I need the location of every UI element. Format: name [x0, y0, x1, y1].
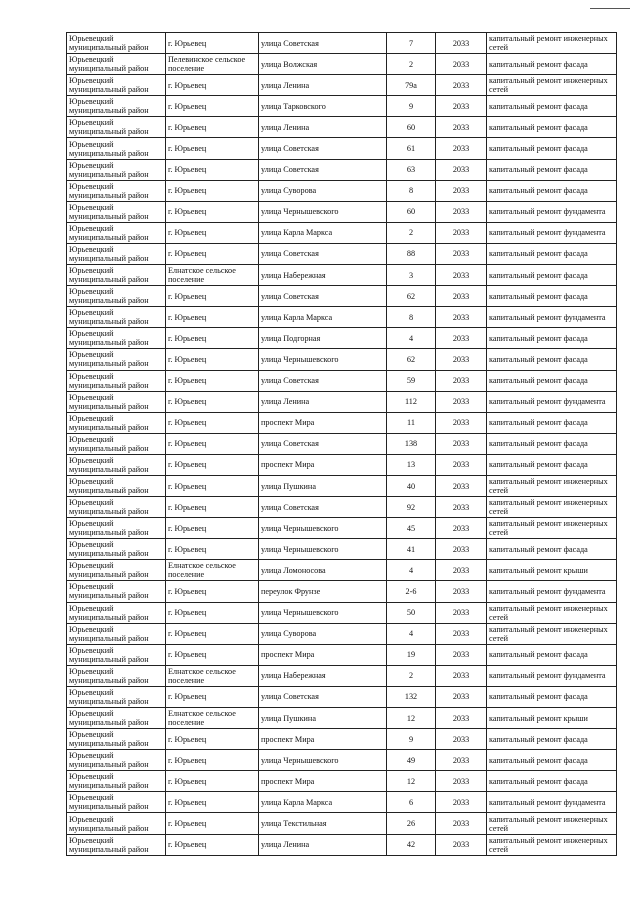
work-type-cell: капитальный ремонт фасада: [487, 117, 617, 138]
work-type-cell: капитальный ремонт фасада: [487, 265, 617, 286]
table-row: [67, 539, 617, 560]
table-row: [67, 370, 617, 391]
district-cell: Юрьевецкий муниципальный район: [67, 54, 166, 75]
work-type-cell: капитальный ремонт фундамента: [487, 307, 617, 328]
settlement-cell: г. Юрьевец: [166, 138, 259, 159]
table-row: [67, 602, 617, 623]
street-cell: улица Чернышевского: [259, 602, 387, 623]
settlement-cell: г. Юрьевец: [166, 349, 259, 370]
work-type-cell: капитальный ремонт фасада: [487, 454, 617, 475]
work-type-cell: капитальный ремонт инженерных сетей: [487, 33, 617, 54]
street-cell: улица Набережная: [259, 665, 387, 686]
table-row: [67, 201, 617, 222]
settlement-cell: г. Юрьевец: [166, 792, 259, 813]
work-type-cell: капитальный ремонт фасада: [487, 138, 617, 159]
settlement-cell: г. Юрьевец: [166, 644, 259, 665]
year-cell: 2033: [436, 307, 487, 328]
house-number-cell: 9: [387, 96, 436, 117]
house-number-cell: 12: [387, 771, 436, 792]
district-cell: Юрьевецкий муниципальный район: [67, 454, 166, 475]
work-type-cell: капитальный ремонт крыши: [487, 708, 617, 729]
table-row: [67, 96, 617, 117]
work-type-cell: капитальный ремонт инженерных сетей: [487, 623, 617, 644]
work-type-cell: капитальный ремонт фасада: [487, 412, 617, 433]
year-cell: 2033: [436, 771, 487, 792]
settlement-cell: г. Юрьевец: [166, 475, 259, 496]
street-cell: улица Текстильная: [259, 813, 387, 834]
settlement-cell: г. Юрьевец: [166, 771, 259, 792]
year-cell: 2033: [436, 33, 487, 54]
work-type-cell: капитальный ремонт фасада: [487, 328, 617, 349]
year-cell: 2033: [436, 644, 487, 665]
work-type-cell: капитальный ремонт фасада: [487, 729, 617, 750]
year-cell: 2033: [436, 539, 487, 560]
work-type-cell: капитальный ремонт фундамента: [487, 581, 617, 602]
year-cell: 2033: [436, 686, 487, 707]
year-cell: 2033: [436, 75, 487, 96]
district-cell: Юрьевецкий муниципальный район: [67, 307, 166, 328]
house-number-cell: 2: [387, 222, 436, 243]
table-row: [67, 328, 617, 349]
house-number-cell: 3: [387, 265, 436, 286]
district-cell: Юрьевецкий муниципальный район: [67, 370, 166, 391]
table-row: [67, 286, 617, 307]
street-cell: улица Карла Маркса: [259, 792, 387, 813]
settlement-cell: г. Юрьевец: [166, 117, 259, 138]
year-cell: 2033: [436, 328, 487, 349]
repair-schedule-table: [66, 32, 617, 856]
table-row: [67, 518, 617, 539]
street-cell: улица Советская: [259, 286, 387, 307]
district-cell: Юрьевецкий муниципальный район: [67, 159, 166, 180]
table-row: [67, 750, 617, 771]
street-cell: улица Пушкина: [259, 708, 387, 729]
table-row: [67, 307, 617, 328]
house-number-cell: 4: [387, 560, 436, 581]
work-type-cell: капитальный ремонт фасада: [487, 349, 617, 370]
work-type-cell: капитальный ремонт инженерных сетей: [487, 813, 617, 834]
settlement-cell: г. Юрьевец: [166, 834, 259, 855]
district-cell: Юрьевецкий муниципальный район: [67, 623, 166, 644]
table-row: [67, 771, 617, 792]
table-row: [67, 117, 617, 138]
year-cell: 2033: [436, 243, 487, 264]
settlement-cell: г. Юрьевец: [166, 286, 259, 307]
settlement-cell: г. Юрьевец: [166, 813, 259, 834]
district-cell: Юрьевецкий муниципальный район: [67, 433, 166, 454]
settlement-cell: г. Юрьевец: [166, 328, 259, 349]
settlement-cell: г. Юрьевец: [166, 581, 259, 602]
settlement-cell: Елнатское сельское поселение: [166, 665, 259, 686]
house-number-cell: 2: [387, 54, 436, 75]
street-cell: улица Советская: [259, 433, 387, 454]
house-number-cell: 92: [387, 497, 436, 518]
settlement-cell: г. Юрьевец: [166, 75, 259, 96]
work-type-cell: капитальный ремонт фасада: [487, 686, 617, 707]
year-cell: 2033: [436, 222, 487, 243]
street-cell: улица Карла Маркса: [259, 222, 387, 243]
street-cell: улица Пушкина: [259, 475, 387, 496]
street-cell: улица Подгорная: [259, 328, 387, 349]
year-cell: 2033: [436, 412, 487, 433]
district-cell: Юрьевецкий муниципальный район: [67, 243, 166, 264]
table-row: [67, 560, 617, 581]
year-cell: 2033: [436, 391, 487, 412]
house-number-cell: 2: [387, 665, 436, 686]
house-number-cell: 41: [387, 539, 436, 560]
year-cell: 2033: [436, 96, 487, 117]
street-cell: улица Советская: [259, 243, 387, 264]
district-cell: Юрьевецкий муниципальный район: [67, 708, 166, 729]
district-cell: Юрьевецкий муниципальный район: [67, 138, 166, 159]
street-cell: проспект Мира: [259, 412, 387, 433]
street-cell: улица Ломоносова: [259, 560, 387, 581]
settlement-cell: Елнатское сельское поселение: [166, 708, 259, 729]
settlement-cell: г. Юрьевец: [166, 180, 259, 201]
table-row: [67, 729, 617, 750]
house-number-cell: 79а: [387, 75, 436, 96]
year-cell: 2033: [436, 792, 487, 813]
year-cell: 2033: [436, 286, 487, 307]
district-cell: Юрьевецкий муниципальный район: [67, 581, 166, 602]
page-corner-mark: [590, 8, 630, 9]
house-number-cell: 132: [387, 686, 436, 707]
street-cell: улица Ленина: [259, 834, 387, 855]
district-cell: Юрьевецкий муниципальный район: [67, 813, 166, 834]
year-cell: 2033: [436, 159, 487, 180]
district-cell: Юрьевецкий муниципальный район: [67, 665, 166, 686]
house-number-cell: 40: [387, 475, 436, 496]
district-cell: Юрьевецкий муниципальный район: [67, 412, 166, 433]
year-cell: 2033: [436, 602, 487, 623]
settlement-cell: г. Юрьевец: [166, 96, 259, 117]
table-row: [67, 243, 617, 264]
house-number-cell: 60: [387, 201, 436, 222]
settlement-cell: г. Юрьевец: [166, 750, 259, 771]
work-type-cell: капитальный ремонт фасада: [487, 750, 617, 771]
house-number-cell: 42: [387, 834, 436, 855]
settlement-cell: г. Юрьевец: [166, 222, 259, 243]
district-cell: Юрьевецкий муниципальный район: [67, 729, 166, 750]
street-cell: улица Чернышевского: [259, 201, 387, 222]
table-row: [67, 644, 617, 665]
table-row: [67, 792, 617, 813]
settlement-cell: г. Юрьевец: [166, 243, 259, 264]
settlement-cell: г. Юрьевец: [166, 412, 259, 433]
house-number-cell: 11: [387, 412, 436, 433]
street-cell: проспект Мира: [259, 454, 387, 475]
work-type-cell: капитальный ремонт фасада: [487, 370, 617, 391]
house-number-cell: 6: [387, 792, 436, 813]
work-type-cell: капитальный ремонт фасада: [487, 159, 617, 180]
table-row: [67, 623, 617, 644]
settlement-cell: Елнатское сельское поселение: [166, 265, 259, 286]
street-cell: улица Суворова: [259, 623, 387, 644]
work-type-cell: капитальный ремонт фундамента: [487, 665, 617, 686]
street-cell: улица Чернышевского: [259, 518, 387, 539]
year-cell: 2033: [436, 518, 487, 539]
house-number-cell: 59: [387, 370, 436, 391]
district-cell: Юрьевецкий муниципальный район: [67, 834, 166, 855]
settlement-cell: г. Юрьевец: [166, 391, 259, 412]
work-type-cell: капитальный ремонт фасада: [487, 644, 617, 665]
street-cell: улица Ленина: [259, 117, 387, 138]
house-number-cell: 61: [387, 138, 436, 159]
house-number-cell: 7: [387, 33, 436, 54]
year-cell: 2033: [436, 117, 487, 138]
district-cell: Юрьевецкий муниципальный район: [67, 475, 166, 496]
work-type-cell: капитальный ремонт инженерных сетей: [487, 75, 617, 96]
house-number-cell: 8: [387, 180, 436, 201]
year-cell: 2033: [436, 560, 487, 581]
table-row: [67, 686, 617, 707]
year-cell: 2033: [436, 497, 487, 518]
table-row: [67, 665, 617, 686]
work-type-cell: капитальный ремонт фасада: [487, 54, 617, 75]
table-row: [67, 349, 617, 370]
street-cell: улица Чернышевского: [259, 539, 387, 560]
year-cell: 2033: [436, 834, 487, 855]
district-cell: Юрьевецкий муниципальный район: [67, 180, 166, 201]
settlement-cell: г. Юрьевец: [166, 729, 259, 750]
table-row: [67, 454, 617, 475]
street-cell: улица Советская: [259, 686, 387, 707]
table-row: [67, 75, 617, 96]
settlement-cell: г. Юрьевец: [166, 539, 259, 560]
street-cell: улица Чернышевского: [259, 349, 387, 370]
settlement-cell: Пелевинское сельское поселение: [166, 54, 259, 75]
year-cell: 2033: [436, 708, 487, 729]
street-cell: улица Советская: [259, 159, 387, 180]
work-type-cell: капитальный ремонт крыши: [487, 560, 617, 581]
settlement-cell: г. Юрьевец: [166, 433, 259, 454]
settlement-cell: Елнатское сельское поселение: [166, 560, 259, 581]
district-cell: Юрьевецкий муниципальный район: [67, 328, 166, 349]
street-cell: улица Ленина: [259, 391, 387, 412]
work-type-cell: капитальный ремонт инженерных сетей: [487, 475, 617, 496]
settlement-cell: г. Юрьевец: [166, 33, 259, 54]
work-type-cell: капитальный ремонт фасада: [487, 243, 617, 264]
table-row: [67, 475, 617, 496]
table-row: [67, 708, 617, 729]
house-number-cell: 138: [387, 433, 436, 454]
table-row: [67, 265, 617, 286]
year-cell: 2033: [436, 54, 487, 75]
settlement-cell: г. Юрьевец: [166, 518, 259, 539]
table-row: [67, 33, 617, 54]
house-number-cell: 50: [387, 602, 436, 623]
district-cell: Юрьевецкий муниципальный район: [67, 286, 166, 307]
year-cell: 2033: [436, 750, 487, 771]
settlement-cell: г. Юрьевец: [166, 454, 259, 475]
house-number-cell: 88: [387, 243, 436, 264]
house-number-cell: 62: [387, 286, 436, 307]
street-cell: улица Чернышевского: [259, 750, 387, 771]
house-number-cell: 62: [387, 349, 436, 370]
district-cell: Юрьевецкий муниципальный район: [67, 518, 166, 539]
table-row: [67, 222, 617, 243]
street-cell: улица Карла Маркса: [259, 307, 387, 328]
work-type-cell: капитальный ремонт инженерных сетей: [487, 497, 617, 518]
district-cell: Юрьевецкий муниципальный район: [67, 686, 166, 707]
house-number-cell: 45: [387, 518, 436, 539]
street-cell: улица Волжская: [259, 54, 387, 75]
district-cell: Юрьевецкий муниципальный район: [67, 771, 166, 792]
table-row: [67, 433, 617, 454]
house-number-cell: 26: [387, 813, 436, 834]
house-number-cell: 8: [387, 307, 436, 328]
year-cell: 2033: [436, 454, 487, 475]
street-cell: проспект Мира: [259, 729, 387, 750]
street-cell: улица Советская: [259, 138, 387, 159]
house-number-cell: 49: [387, 750, 436, 771]
street-cell: улица Советская: [259, 497, 387, 518]
street-cell: улица Тарковского: [259, 96, 387, 117]
year-cell: 2033: [436, 349, 487, 370]
year-cell: 2033: [436, 665, 487, 686]
settlement-cell: г. Юрьевец: [166, 307, 259, 328]
year-cell: 2033: [436, 180, 487, 201]
work-type-cell: капитальный ремонт фундамента: [487, 391, 617, 412]
settlement-cell: г. Юрьевец: [166, 686, 259, 707]
settlement-cell: г. Юрьевец: [166, 623, 259, 644]
work-type-cell: капитальный ремонт инженерных сетей: [487, 834, 617, 855]
settlement-cell: г. Юрьевец: [166, 497, 259, 518]
district-cell: Юрьевецкий муниципальный район: [67, 539, 166, 560]
year-cell: 2033: [436, 370, 487, 391]
year-cell: 2033: [436, 433, 487, 454]
district-cell: Юрьевецкий муниципальный район: [67, 391, 166, 412]
work-type-cell: капитальный ремонт фасада: [487, 96, 617, 117]
table-row: [67, 497, 617, 518]
year-cell: 2033: [436, 138, 487, 159]
work-type-cell: капитальный ремонт фасада: [487, 433, 617, 454]
district-cell: Юрьевецкий муниципальный район: [67, 560, 166, 581]
year-cell: 2033: [436, 623, 487, 644]
street-cell: переулок Фрунзе: [259, 581, 387, 602]
table-body: [67, 33, 617, 856]
table-row: [67, 412, 617, 433]
settlement-cell: г. Юрьевец: [166, 602, 259, 623]
year-cell: 2033: [436, 581, 487, 602]
district-cell: Юрьевецкий муниципальный район: [67, 265, 166, 286]
table-row: [67, 834, 617, 855]
table-row: [67, 391, 617, 412]
settlement-cell: г. Юрьевец: [166, 370, 259, 391]
street-cell: проспект Мира: [259, 771, 387, 792]
street-cell: улица Советская: [259, 370, 387, 391]
table-row: [67, 138, 617, 159]
district-cell: Юрьевецкий муниципальный район: [67, 222, 166, 243]
house-number-cell: 4: [387, 328, 436, 349]
work-type-cell: капитальный ремонт фасада: [487, 771, 617, 792]
table-row: [67, 54, 617, 75]
table-row: [67, 180, 617, 201]
district-cell: Юрьевецкий муниципальный район: [67, 349, 166, 370]
house-number-cell: 9: [387, 729, 436, 750]
house-number-cell: 63: [387, 159, 436, 180]
district-cell: Юрьевецкий муниципальный район: [67, 96, 166, 117]
district-cell: Юрьевецкий муниципальный район: [67, 497, 166, 518]
house-number-cell: 60: [387, 117, 436, 138]
work-type-cell: капитальный ремонт фасада: [487, 286, 617, 307]
table-row: [67, 813, 617, 834]
street-cell: проспект Мира: [259, 644, 387, 665]
year-cell: 2033: [436, 201, 487, 222]
district-cell: Юрьевецкий муниципальный район: [67, 75, 166, 96]
house-number-cell: 19: [387, 644, 436, 665]
work-type-cell: капитальный ремонт фундамента: [487, 792, 617, 813]
year-cell: 2033: [436, 475, 487, 496]
work-type-cell: капитальный ремонт инженерных сетей: [487, 602, 617, 623]
house-number-cell: 4: [387, 623, 436, 644]
district-cell: Юрьевецкий муниципальный район: [67, 644, 166, 665]
work-type-cell: капитальный ремонт фундамента: [487, 222, 617, 243]
house-number-cell: 13: [387, 454, 436, 475]
district-cell: Юрьевецкий муниципальный район: [67, 602, 166, 623]
work-type-cell: капитальный ремонт фасада: [487, 180, 617, 201]
street-cell: улица Набережная: [259, 265, 387, 286]
work-type-cell: капитальный ремонт фундамента: [487, 201, 617, 222]
settlement-cell: г. Юрьевец: [166, 201, 259, 222]
district-cell: Юрьевецкий муниципальный район: [67, 117, 166, 138]
year-cell: 2033: [436, 729, 487, 750]
work-type-cell: капитальный ремонт инженерных сетей: [487, 518, 617, 539]
district-cell: Юрьевецкий муниципальный район: [67, 201, 166, 222]
year-cell: 2033: [436, 813, 487, 834]
house-number-cell: 2-6: [387, 581, 436, 602]
street-cell: улица Суворова: [259, 180, 387, 201]
year-cell: 2033: [436, 265, 487, 286]
street-cell: улица Ленина: [259, 75, 387, 96]
house-number-cell: 12: [387, 708, 436, 729]
district-cell: Юрьевецкий муниципальный район: [67, 792, 166, 813]
district-cell: Юрьевецкий муниципальный район: [67, 33, 166, 54]
settlement-cell: г. Юрьевец: [166, 159, 259, 180]
work-type-cell: капитальный ремонт фасада: [487, 539, 617, 560]
district-cell: Юрьевецкий муниципальный район: [67, 750, 166, 771]
table-row: [67, 581, 617, 602]
table-row: [67, 159, 617, 180]
house-number-cell: 112: [387, 391, 436, 412]
street-cell: улица Советская: [259, 33, 387, 54]
